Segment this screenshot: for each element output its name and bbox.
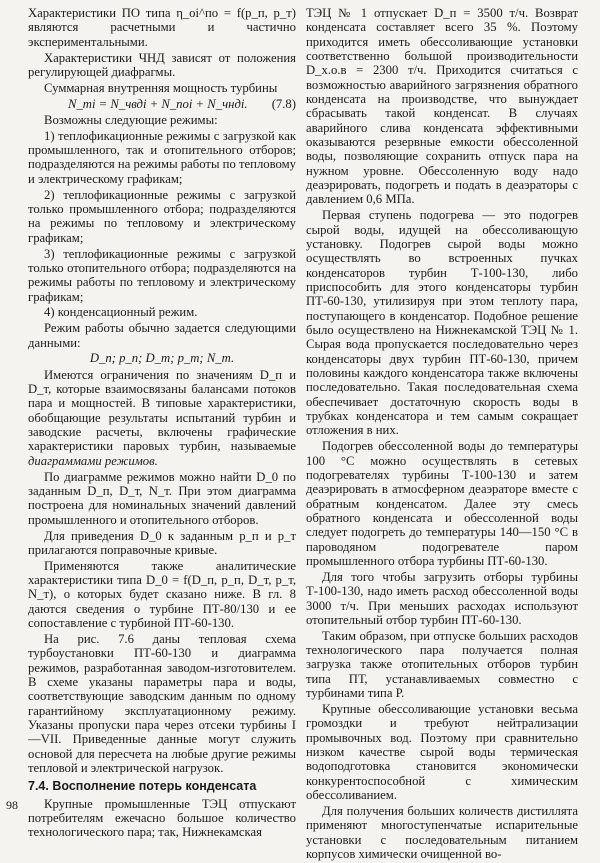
paragraph: Режим работы обычно задается следующими данными:	[28, 321, 296, 350]
paragraph: Для приведения D_0 к заданным p_п и p_т прилагаются поправочные кривые.	[28, 528, 296, 557]
formula-expression: N_тi = N_чвдi + N_поi + N_чндi.	[68, 96, 248, 111]
paragraph: Крупные обессоливающие установки весьма громоздки и требуют нейтрализации промывочных вод. Поэтому при сравнительно низком качестве сырой воды термическая водоподготовка становится экономически конкурентоспособной с химическим обессоливанием.	[306, 702, 578, 803]
paragraph: Характеристики ЧНД зависят от положения регулирующей диафрагмы.	[28, 50, 296, 79]
paragraph: Для получения больших количеств дистиллята применяют многоступенчатые испарительные установки с последовательным питанием корпусов химически очищенной во-	[306, 803, 578, 861]
section-heading: 7.4. Восполнение потерь конденсата	[28, 779, 257, 794]
formula-expression: D_п; p_п; D_т; p_т; N_т.	[89, 351, 235, 366]
paragraph: На рис. 7.6 даны тепловая схема турбоустановки ПТ-60-130 и диаграмма режимов, разработанная заводом-изготовителем. В схеме указаны параметры пара и воды, соответствующие заводским данным по одному гарантийному эксплуатационному режиму. Указаны пропуски пара через отсеки турбины I—VII. Приведенные данные могут служить основой для пересчета на любые другие режимы тепловой и электрической нагрузок.	[28, 631, 296, 776]
paragraph: Применяются также аналитические характеристики типа D_0 = f(D_п, p_п, D_т, p_т, N_т), о которых будет сказано ниже. В гл. 8 даются сведения о турбине ПТ-80/130 и ее сопоставление с турбиной ПТ-60-130.	[28, 558, 296, 631]
right-column	[306, 6, 578, 863]
equation-number: (7.8)	[271, 96, 296, 111]
list-item: 2) теплофикационные режимы с загрузкой только промышленного отбора; подразделяются на режимы по тепловому и электрическому графикам;	[28, 187, 296, 245]
paragraph: Крупные промышленные ТЭЦ отпускают потребителям ежечасно большое количество технологического пара; так, Нижнекамская	[28, 796, 296, 840]
paragraph: Характеристики ПО типа η_oi^по = f(p_п, p_т) являются расчетными и частично экспериментальными.	[28, 6, 296, 49]
paragraph-text: Имеются ограничения по значениям D_п и D_т, которые взаимосвязаны балансами потоков пара и мощностей. В типовые характеристики, обобщающие результаты испытаний турбин и заводские расчеты, включены графические характеристики паровых турбин, называемые	[28, 367, 296, 454]
left-column	[28, 6, 296, 841]
paragraph	[28, 368, 296, 468]
list-item: 1) теплофикационные режимы с загрузкой как промышленного, так и отопительного отборов; подразделяются на режимы работы по тепловому и электрическому графикам;	[28, 128, 296, 186]
paragraph: Возможны следующие режимы:	[44, 112, 218, 127]
list-item: 4) конденсационный режим.	[44, 305, 198, 320]
emphasis-term: диаграммами режимов.	[28, 453, 158, 468]
page-number: 98	[6, 798, 18, 812]
paragraph: Подогрев обессоленной воды до температуры 100 °С можно осуществлять в сетевых подогревателях турбины Т-100-130 и затем деаэрировать в атмосферном деаэраторе вместе с обратным конденсатом. Далее эту смесь обратного конденсата и обессоленной воды следует подогреть до температуры 140—150 °С в пароводяном подогревателе паром промышленного отбора турбины ПТ-60-130.	[306, 439, 578, 569]
paragraph: По диаграмме режимов можно найти D_0 по заданным D_п, D_т, N_т. При этом диаграмма построена для номинальных значений давлений промышленного и отопительного отборов.	[28, 469, 296, 527]
list-item: 3) теплофикационные режимы с загрузкой только отопительного отбора; подразделяются на режимы работы по тепловому и электрическому графикам;	[28, 246, 296, 304]
formula-7-8	[28, 97, 296, 111]
formula-mode-data	[28, 351, 296, 365]
paragraph: Суммарная внутренняя мощность турбины	[44, 80, 278, 95]
paragraph: Первая ступень подогрева — это подогрев сырой воды, идущей на обессоливающую установку. Подогрев сырой воды можно осуществлять во встроенных пучках конденсаторов турбин Т-100-130, либо приспособить для этого конденсаторы турбин ПТ-60-130, утилизируя при этом теплоту пара, поступающего в конденсатор. Подобное решение было осуществлено на Нижнекамской ТЭЦ № 1. Сырая вода пропускается последовательно через конденсаторы двух турбин ПТ-60-130, причем половины каждого конденсатора также включены последовательно. Такая последовательная схема обеспечивает достаточную скорость воды в трубках конденсатора и тем самым сокращает отложения в них.	[306, 208, 578, 438]
paragraph: ТЭЦ № 1 отпускает D_п = 3500 т/ч. Возврат конденсата составляет всего 35 %. Поэтому приходится иметь обессоливающие установки соответственно большой производительности D_х.о.в = 2300 т/ч. Приходится считаться с возможностью аварийного загрязнения обратного конденсата на производстве, что вынуждает сбрасывать такой конденсат. В случаях аварийного слива конденсата эффективными оказываются резервные емкости обессоленной воды, позволяющие сохранить отпуск пара на нужном уровне. Обессоленную воду надо деаэрировать, подогреть и подать в деаэраторы с давлением 0,6 МПа.	[306, 6, 578, 207]
paragraph: Таким образом, при отпуске больших расходов технологического пара получается полная загрузка также отопительных отборов турбин типа ПТ, устанавливаемых совместно с турбинами типа Р.	[306, 628, 578, 701]
paragraph: Для того чтобы загрузить отборы турбины Т-100-130, надо иметь расход обессоленной воды 3000 т/ч. При меньших расходах используют отопительный отбор турбин ПТ-60-130.	[306, 569, 578, 627]
